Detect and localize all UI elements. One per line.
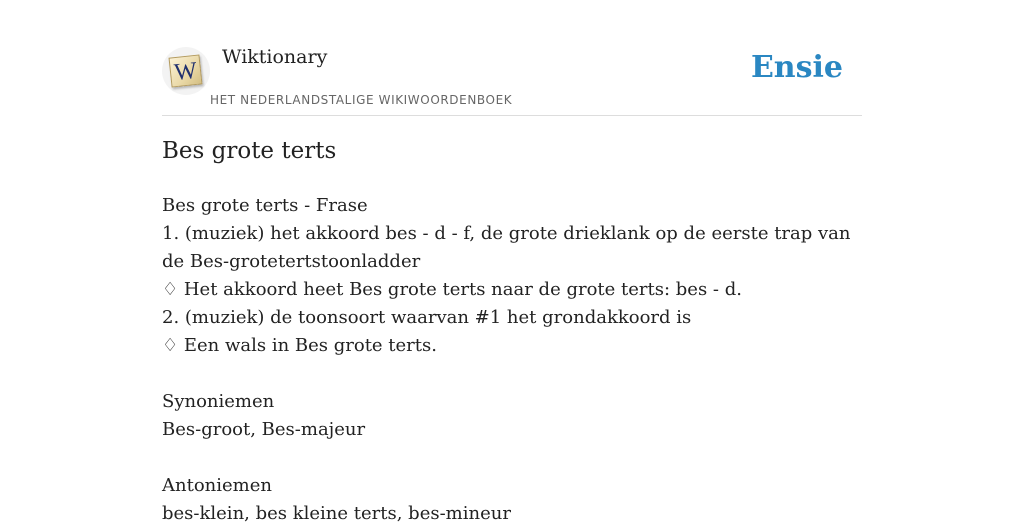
definition-2: 2. (muziek) de toonsoort waarvan #1 het grondakkoord is	[162, 307, 692, 328]
site-title[interactable]: Wiktionary	[222, 46, 328, 68]
entry-content	[162, 192, 862, 528]
page	[162, 0, 862, 524]
spacer	[162, 444, 862, 472]
definition-1: 1. (muziek) het akkoord bes - d - f, de grote drieklank op de eerste trap van de Bes-grotetertstoonladder	[162, 223, 851, 272]
logo-tile-icon	[169, 54, 203, 87]
logo-letter: W	[172, 57, 199, 87]
site-tagline: HET NEDERLANDSTALIGE WIKIWOORDENBOEK	[210, 93, 513, 107]
spacer	[162, 360, 862, 388]
wiktionary-logo[interactable]	[162, 47, 210, 95]
synonyms-list: Bes-groot, Bes-majeur	[162, 419, 366, 440]
synonyms-heading: Synoniemen	[162, 391, 275, 412]
example-1: ♢ Het akkoord heet Bes grote terts naar de grote terts: bes - d.	[162, 279, 742, 300]
antonyms-heading: Antoniemen	[162, 475, 272, 496]
example-2: ♢ Een wals in Bes grote terts.	[162, 335, 437, 356]
entry-headline: Bes grote terts - Frase	[162, 195, 368, 216]
entry-title: Bes grote terts	[162, 138, 337, 164]
ensie-brand-link[interactable]: Ensie	[750, 50, 843, 85]
site-header	[162, 0, 862, 116]
antonyms-list: bes-klein, bes kleine terts, bes-mineur	[162, 503, 511, 524]
